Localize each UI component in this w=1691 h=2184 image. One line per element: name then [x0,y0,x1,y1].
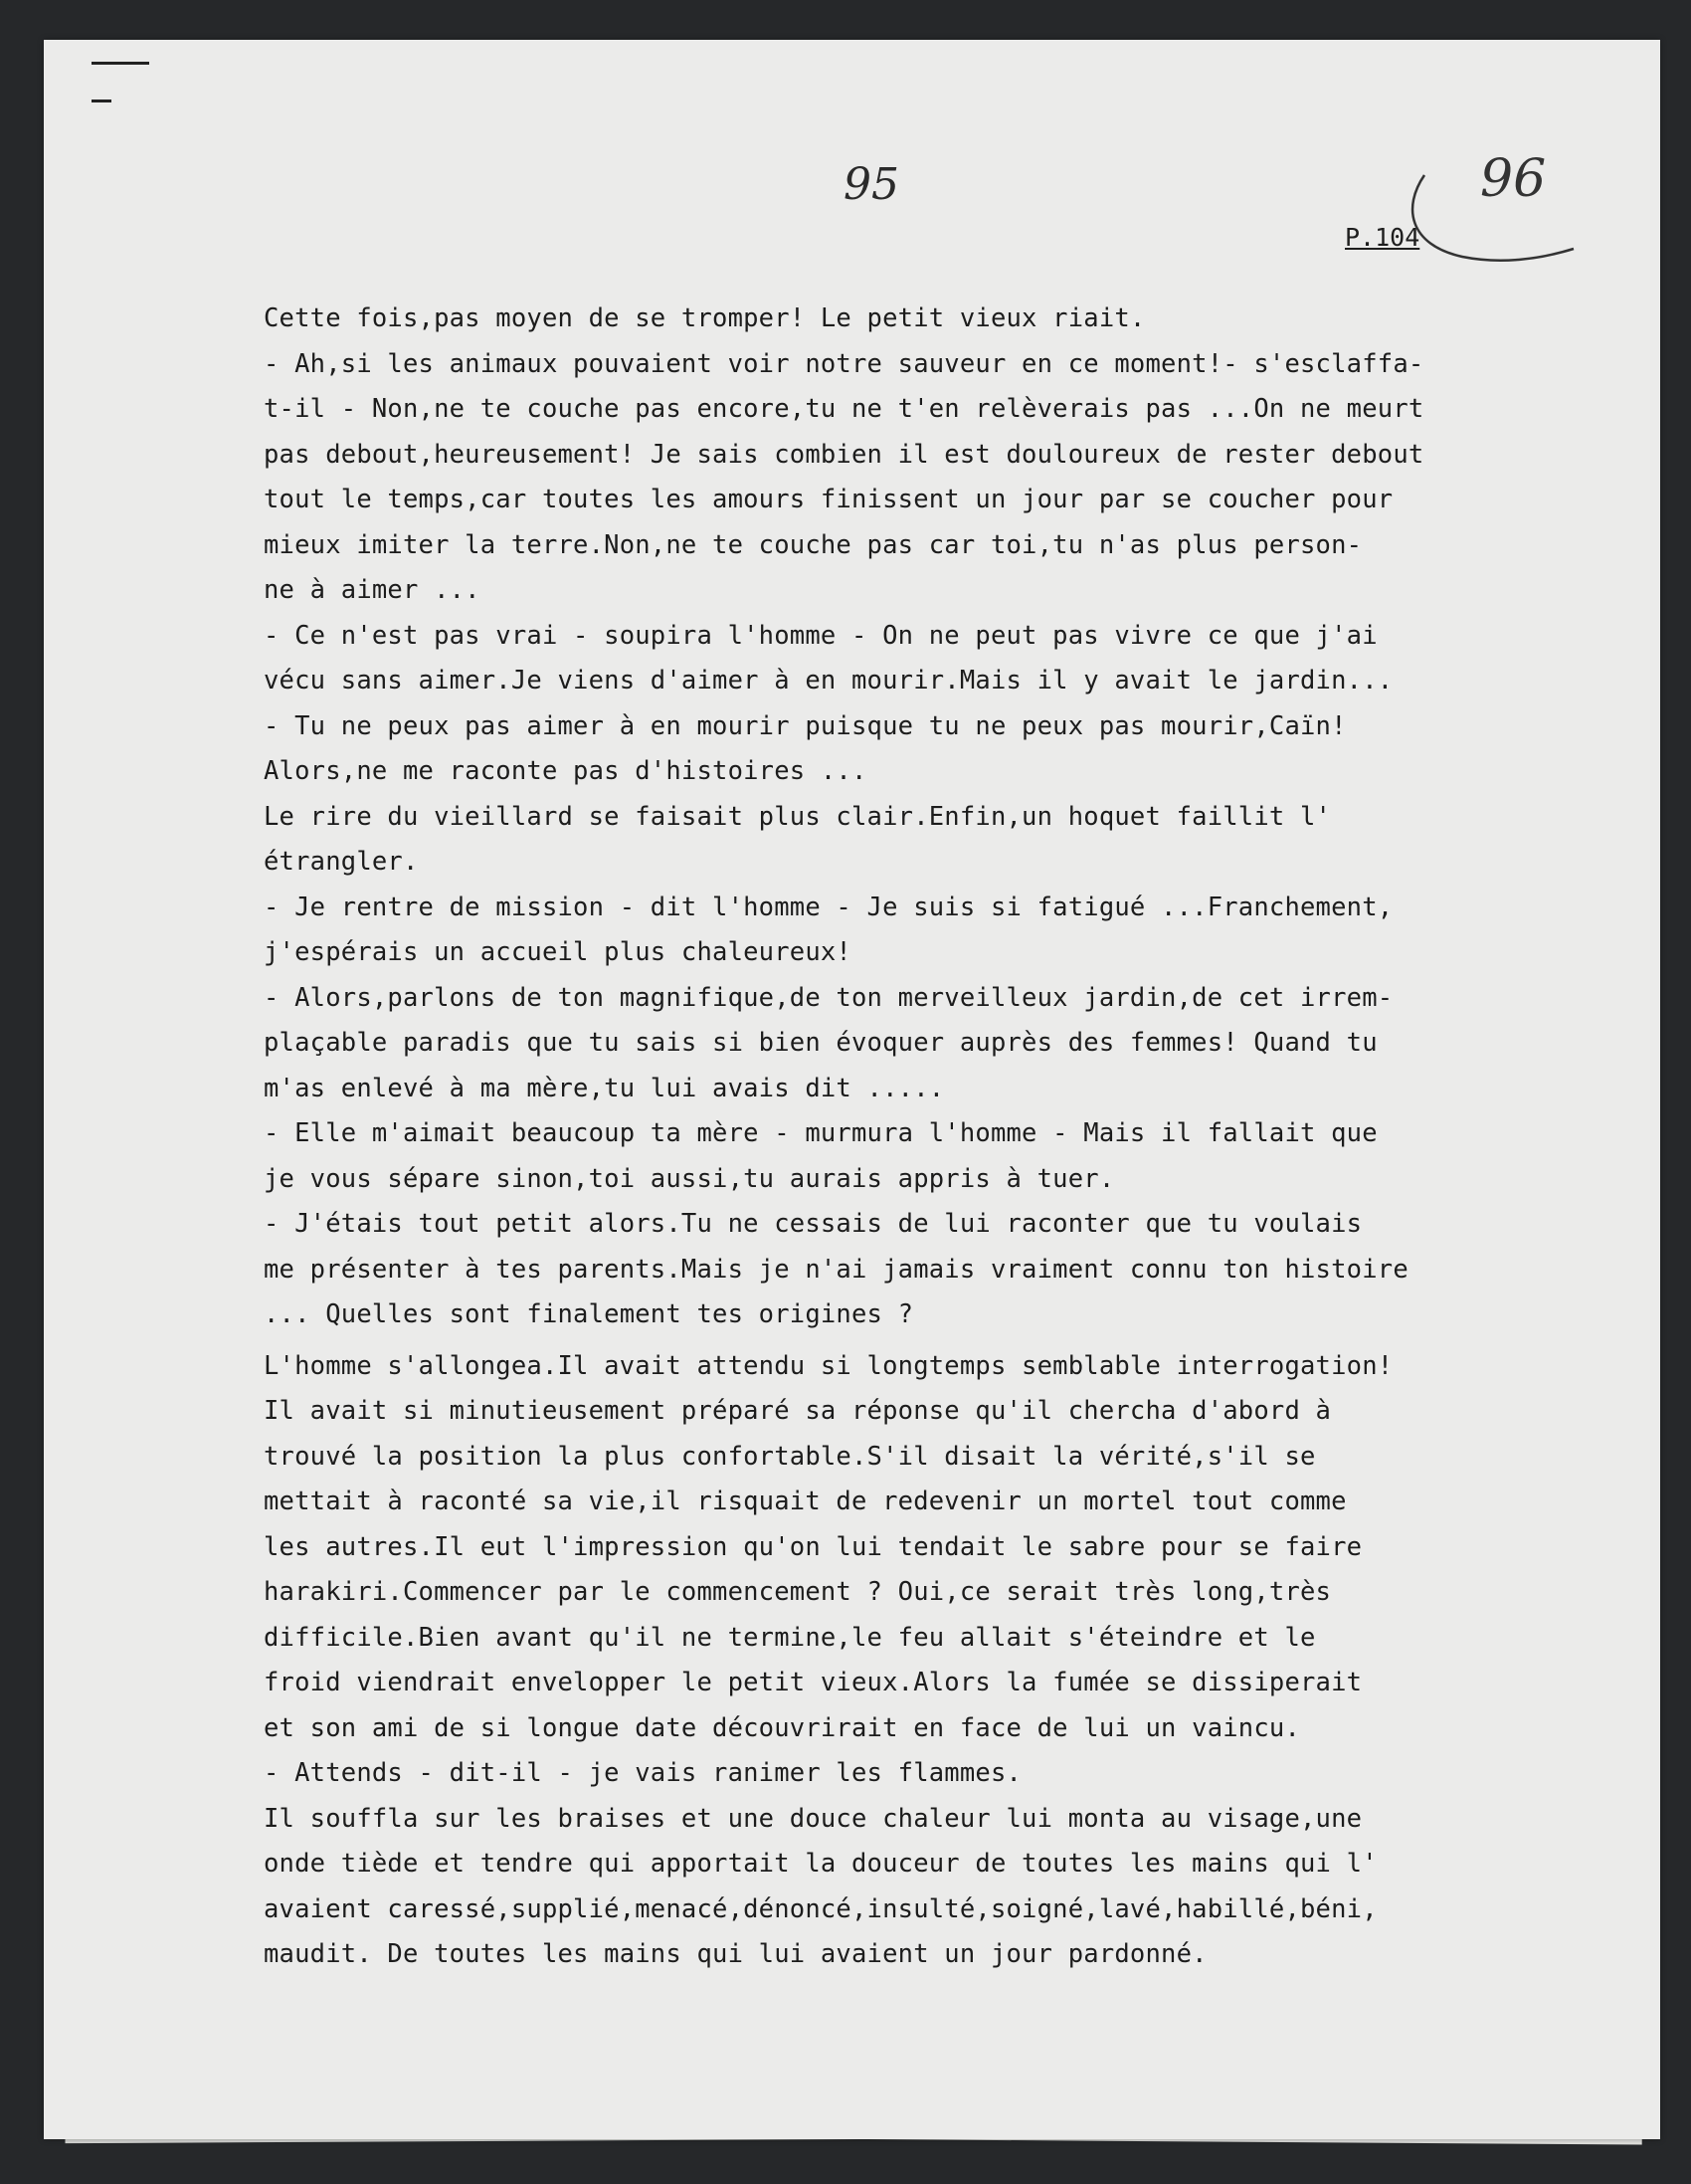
margin-mark [92,99,111,102]
text-line: maudit. De toutes les mains qui lui avaient un jour pardonné. [264,1939,1208,1969]
body-text [264,297,1527,1978]
text-line: me présenter à tes parents.Mais je n'ai jamais vraiment connu ton histoire [264,1254,1409,1285]
text-line: Cette fois,pas moyen de se tromper! Le petit vieux riait. [264,303,1146,333]
handwritten-arc-mark [1403,167,1582,277]
text-line: tout le temps,car toutes les amours finissent un jour par se coucher pour [264,485,1394,514]
text-line: avaient caressé,supplié,menacé,dénoncé,insulté,soigné,lavé,habillé,béni, [264,1893,1378,1924]
text-line: pas debout,heureusement! Je sais combien il est douloureux de rester debout [264,439,1424,470]
text-line: plaçable paradis que tu sais si bien évoquer auprès des femmes! Quand tu [264,1028,1378,1058]
text-line: harakiri.Commencer par le commencement ? Oui,ce serait très long,très [264,1577,1332,1607]
page-reference: P.104 [1345,223,1420,252]
text-line: Alors,ne me raconte pas d'histoires ... [264,756,867,786]
margin-mark [92,62,149,65]
text-line: - Je rentre de mission - dit l'homme - Je suis si fatigué ...Franchement, [264,892,1394,922]
text-line: - J'étais tout petit alors.Tu ne cessais de lui raconter que tu voulais [264,1209,1363,1239]
text-line: - Tu ne peux pas aimer à en mourir puisque tu ne peux pas mourir,Caïn! [264,710,1347,741]
text-line: m'as enlevé à ma mère,tu lui avais dit ..... [264,1073,945,1103]
text-line: et son ami de si longue date découvrirait en face de lui un vaincu. [264,1712,1301,1743]
text-line: - Attends - dit-il - je vais ranimer les flammes. [264,1758,1023,1788]
text-line: t-il - Non,ne te couche pas encore,tu ne t'en relèverais pas ...On ne meurt [264,394,1424,424]
text-line: mieux imiter la terre.Non,ne te couche pas car toi,tu n'as plus person- [264,529,1363,560]
text-line: les autres.Il eut l'impression qu'on lui tendait le sabre pour se faire [264,1531,1363,1562]
text-line: froid viendrait envelopper le petit vieux.Alors la fumée se dissiperait [264,1668,1363,1697]
text-line: difficile.Bien avant qu'il ne termine,le feu allait s'éteindre et le [264,1622,1316,1653]
text-line: étrangler. [264,847,419,877]
text-line: ne à aimer ... [264,575,480,605]
page-number-alt: 96 [1480,149,1547,209]
page-number: 95 [844,159,899,210]
text-line: onde tiède et tendre qui apportait la douceur de toutes les mains qui l' [264,1849,1378,1879]
text-line: - Ce n'est pas vrai - soupira l'homme - On ne peut pas vivre ce que j'ai [264,620,1378,651]
text-line: Le rire du vieillard se faisait plus clair.Enfin,un hoquet faillit l' [264,801,1332,832]
text-line: vécu sans aimer.Je viens d'aimer à en mourir.Mais il y avait le jardin... [264,666,1394,695]
text-line: L'homme s'allongea.Il avait attendu si longtemps semblable interrogation! [264,1350,1394,1381]
text-line: ... Quelles sont finalement tes origines ? [264,1299,914,1329]
text-line: Il avait si minutieusement préparé sa réponse qu'il chercha d'abord à [264,1396,1332,1426]
text-line: - Ah,si les animaux pouvaient voir notre sauveur en ce moment!- s'esclaffa- [264,348,1424,379]
text-line: je vous sépare sinon,toi aussi,tu aurais appris à tuer. [264,1163,1115,1194]
text-line: trouvé la position la plus confortable.S'il disait la vérité,s'il se [264,1441,1316,1472]
text-line: j'espérais un accueil plus chaleureux! [264,937,851,967]
text-line: - Elle m'aimait beaucoup ta mère - murmura l'homme - Mais il fallait que [264,1118,1378,1148]
text-line: mettait à raconté sa vie,il risquait de redevenir un mortel tout comme [264,1487,1347,1516]
text-line: Il souffla sur les braises et une douce chaleur lui monta au visage,une [264,1803,1363,1834]
text-line: - Alors,parlons de ton magnifique,de ton merveilleux jardin,de cet irrem- [264,982,1394,1013]
